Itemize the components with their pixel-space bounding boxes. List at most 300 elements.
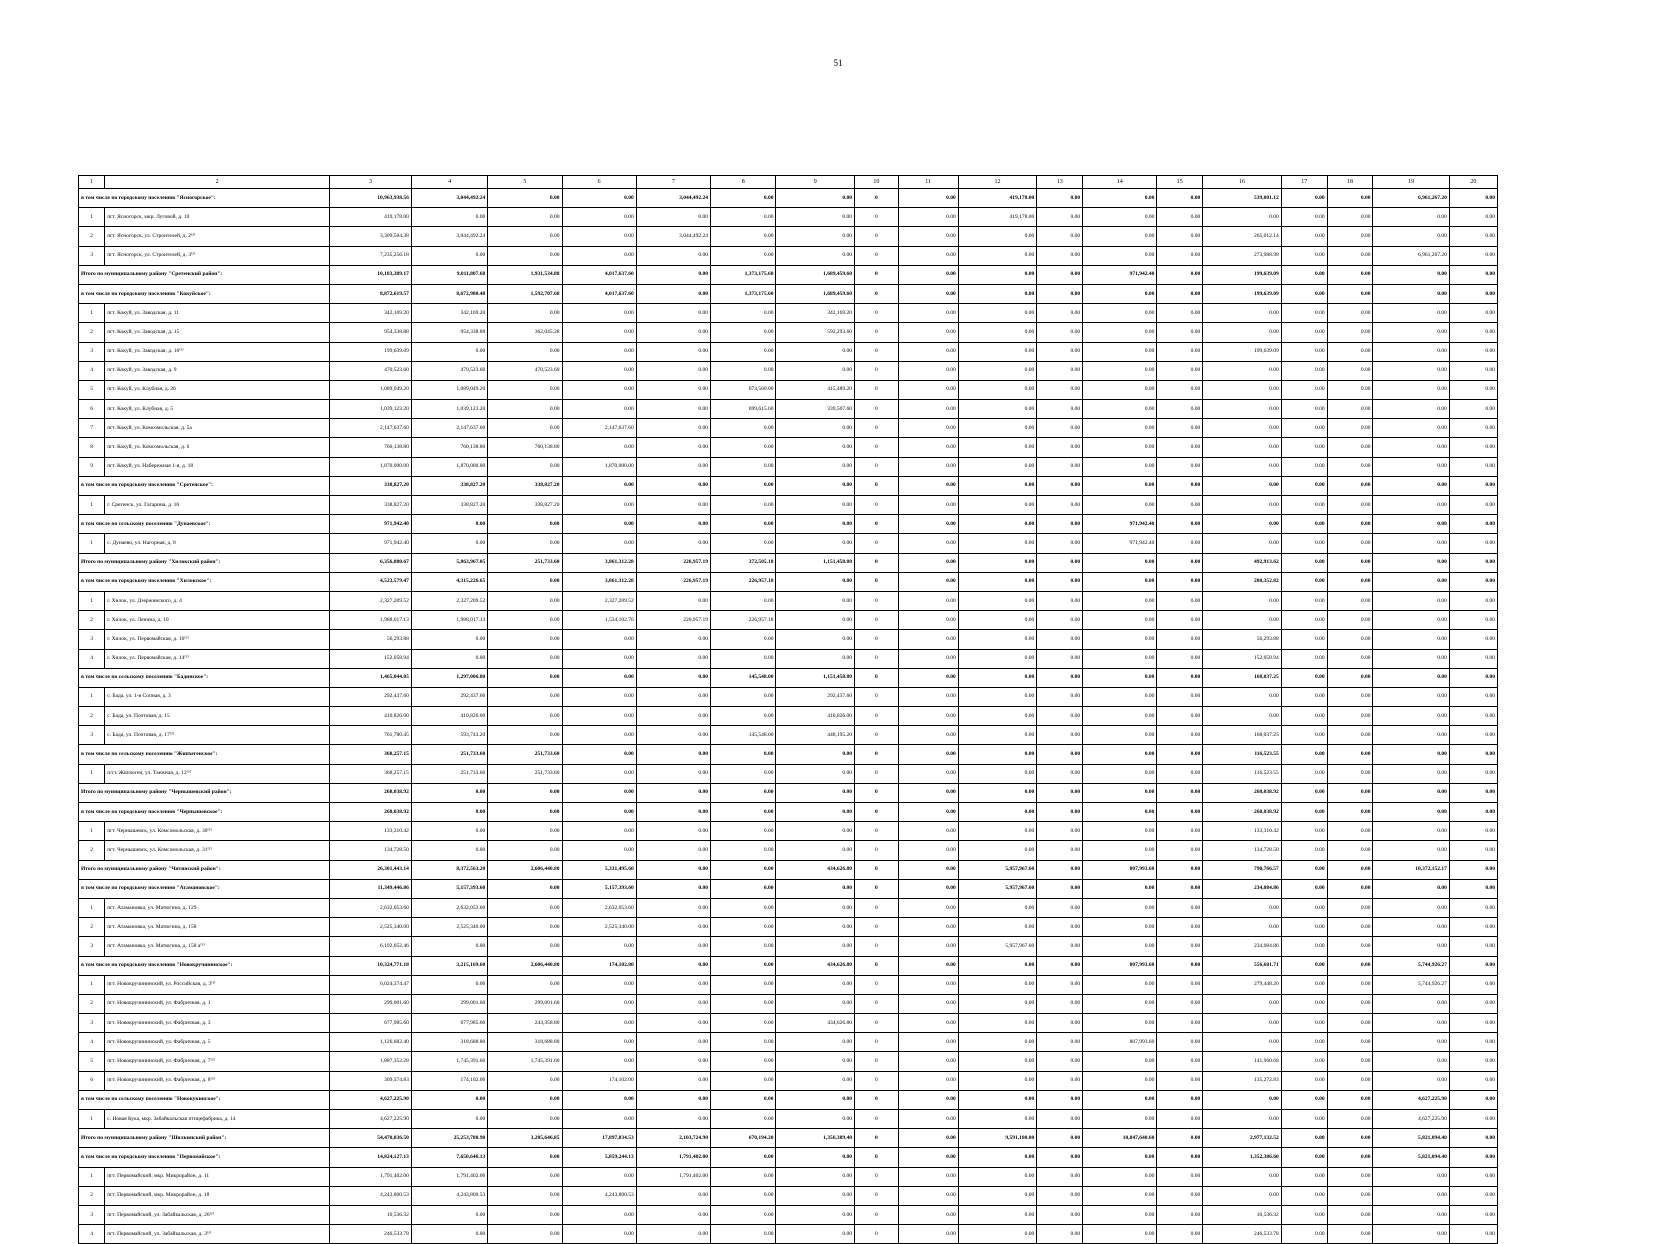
value-cell: 0.00 <box>958 476 1037 495</box>
value-cell: 0.00 <box>488 342 562 361</box>
value-cell: 0.00 <box>1327 1071 1373 1090</box>
value-cell: 5,957,967.60 <box>958 937 1037 956</box>
value-cell: 0.00 <box>1083 476 1157 495</box>
value-cell: 0.00 <box>1449 457 1497 476</box>
value-cell: 0.00 <box>636 745 710 764</box>
value-cell: 0.00 <box>1157 1090 1203 1109</box>
value-cell: 0.00 <box>1327 304 1373 323</box>
value-cell: 10,963,938.56 <box>330 189 412 208</box>
value-cell: 0.00 <box>1281 630 1327 649</box>
value-cell: 3,861,312.28 <box>562 553 636 572</box>
value-cell: 5,821,094.40 <box>1373 1148 1449 1167</box>
value-cell: 0.00 <box>1373 361 1449 380</box>
value-cell: 0.00 <box>1449 994 1497 1013</box>
value-cell: 0.00 <box>1083 1052 1157 1071</box>
value-cell: 0.00 <box>1449 1071 1497 1090</box>
value-cell: 0.00 <box>1327 611 1373 630</box>
value-cell: 0 <box>855 591 899 610</box>
value-cell: 0.00 <box>958 380 1037 399</box>
row-number-cell: 8 <box>79 438 105 457</box>
value-cell: 0.00 <box>1203 304 1282 323</box>
value-cell: 0.00 <box>898 476 958 495</box>
value-cell: 0.00 <box>1037 246 1083 265</box>
address-cell: пгт. Новокручининский, ул. Фабричная, д. 8⁽²⁾ <box>105 1071 330 1090</box>
value-cell: 0.00 <box>958 591 1037 610</box>
value-cell: 1,870,000.00 <box>411 457 487 476</box>
value-cell: 0.00 <box>898 1167 958 1186</box>
value-cell: 0.00 <box>958 323 1037 342</box>
row-number-cell: 2 <box>79 707 105 726</box>
value-cell: 0.00 <box>488 687 562 706</box>
address-cell: пгт. Первомайский, мкр. Микрорайон, д. 18 <box>105 1186 330 1205</box>
value-cell: 0.00 <box>1157 342 1203 361</box>
value-cell: 0.00 <box>710 1071 775 1090</box>
value-cell: 0.00 <box>898 591 958 610</box>
value-cell: 0.00 <box>1203 1090 1282 1109</box>
value-cell: 0.00 <box>636 994 710 1013</box>
value-cell: 1,689,459.60 <box>776 265 855 284</box>
value-cell: 807,993.60 <box>1083 956 1157 975</box>
value-cell: 0 <box>855 822 899 841</box>
value-cell: 265,012.14 <box>1203 227 1282 246</box>
value-cell: 0 <box>855 918 899 937</box>
value-cell: 0.00 <box>562 1014 636 1033</box>
value-cell: 292,437.60 <box>411 687 487 706</box>
value-cell: 0.00 <box>1449 1090 1497 1109</box>
value-cell: 0.00 <box>1083 726 1157 745</box>
column-number-cell: 9 <box>776 176 855 189</box>
value-cell: 0.00 <box>488 1186 562 1205</box>
value-cell: 0.00 <box>710 649 775 668</box>
table-row <box>79 361 1498 380</box>
value-cell: 0.00 <box>1327 284 1373 303</box>
value-cell: 0.00 <box>488 419 562 438</box>
value-cell: 0.00 <box>636 630 710 649</box>
value-cell: 0.00 <box>710 304 775 323</box>
table-row <box>79 304 1498 323</box>
value-cell: 0.00 <box>1281 1090 1327 1109</box>
value-cell: 0.00 <box>898 687 958 706</box>
value-cell: 0.00 <box>1083 994 1157 1013</box>
value-cell: 145,548.00 <box>710 668 775 687</box>
value-cell: 0.00 <box>958 994 1037 1013</box>
value-cell: 0.00 <box>898 707 958 726</box>
value-cell: 342,169.20 <box>776 304 855 323</box>
value-cell: 0.00 <box>562 189 636 208</box>
value-cell: 0.00 <box>1373 611 1449 630</box>
value-cell: 0 <box>855 419 899 438</box>
value-cell: 415,489.20 <box>776 380 855 399</box>
row-number-cell: 7 <box>79 419 105 438</box>
value-cell: 0.00 <box>488 515 562 534</box>
value-cell: 174,102.00 <box>411 1071 487 1090</box>
value-cell: 0.00 <box>710 189 775 208</box>
value-cell: 168,037.25 <box>1203 668 1282 687</box>
value-cell: 434,626.80 <box>776 860 855 879</box>
value-cell: 0.00 <box>1327 496 1373 515</box>
value-cell: 0 <box>855 1110 899 1129</box>
value-cell: 0.00 <box>898 457 958 476</box>
address-cell: с. Бада, ул. Почтовая, д. 17⁽²⁾ <box>105 726 330 745</box>
value-cell: 0.00 <box>1157 208 1203 227</box>
value-cell: 0.00 <box>1449 726 1497 745</box>
value-cell: 0.00 <box>1373 668 1449 687</box>
value-cell: 0.00 <box>1037 1148 1083 1167</box>
value-cell: 133,310.42 <box>1203 822 1282 841</box>
table-body <box>79 176 1498 1244</box>
value-cell: 0.00 <box>710 323 775 342</box>
value-cell: 0.00 <box>1327 898 1373 917</box>
address-cell: пгт. Кокуй, ул. Комсомольская, д. 6 <box>105 438 330 457</box>
value-cell: 0.00 <box>958 707 1037 726</box>
value-cell: 0.00 <box>710 1052 775 1071</box>
value-cell: 0.00 <box>776 1167 855 1186</box>
value-cell: 251,733.60 <box>488 745 562 764</box>
value-cell: 0.00 <box>636 457 710 476</box>
value-cell: 0.00 <box>1083 1225 1157 1244</box>
value-cell: 0.00 <box>1203 515 1282 534</box>
value-cell: 0.00 <box>1373 438 1449 457</box>
value-cell: 174,102.00 <box>562 1071 636 1090</box>
value-cell: 0.00 <box>1327 879 1373 898</box>
value-cell: 0.00 <box>1281 591 1327 610</box>
value-cell: 0.00 <box>1203 1033 1282 1052</box>
value-cell: 0.00 <box>488 304 562 323</box>
value-cell: 0 <box>855 1090 899 1109</box>
value-cell: 0.00 <box>562 937 636 956</box>
column-number-cell: 2 <box>105 176 330 189</box>
value-cell: 2,147,637.60 <box>411 419 487 438</box>
value-cell: 0 <box>855 764 899 783</box>
value-cell: 0.00 <box>636 898 710 917</box>
value-cell: 0.00 <box>1327 342 1373 361</box>
value-cell: 0.00 <box>898 208 958 227</box>
value-cell: 0.00 <box>1373 380 1449 399</box>
value-cell: 0.00 <box>1037 1014 1083 1033</box>
value-cell: 0.00 <box>1373 476 1449 495</box>
value-cell: 0.00 <box>1037 419 1083 438</box>
value-cell: 4,017,637.60 <box>562 284 636 303</box>
value-cell: 135,272.83 <box>1203 1071 1282 1090</box>
value-cell: 0 <box>855 572 899 591</box>
value-cell: 0.00 <box>1083 591 1157 610</box>
value-cell: 0.00 <box>1281 1014 1327 1033</box>
value-cell: 0 <box>855 1033 899 1052</box>
value-cell: 3,044,492.24 <box>636 189 710 208</box>
value-cell: 226,957.19 <box>636 553 710 572</box>
value-cell: 243,358.80 <box>488 1014 562 1033</box>
value-cell: 0.00 <box>1083 918 1157 937</box>
value-cell: 410,826.00 <box>776 707 855 726</box>
value-cell: 0.00 <box>1373 534 1449 553</box>
value-cell: 0.00 <box>898 745 958 764</box>
value-cell: 0.00 <box>1373 630 1449 649</box>
value-cell: 0.00 <box>958 1014 1037 1033</box>
value-cell: 0.00 <box>1157 860 1203 879</box>
value-cell: 0.00 <box>1203 918 1282 937</box>
value-cell: 0.00 <box>898 1071 958 1090</box>
value-cell: 0.00 <box>958 496 1037 515</box>
value-cell: 0.00 <box>958 1033 1037 1052</box>
value-cell: 0.00 <box>1449 419 1497 438</box>
value-cell: 0.00 <box>636 764 710 783</box>
value-cell: 0.00 <box>562 208 636 227</box>
value-cell: 0.00 <box>776 1148 855 1167</box>
value-cell: 0.00 <box>1281 937 1327 956</box>
value-cell: 0.00 <box>1203 419 1282 438</box>
column-number-cell: 15 <box>1157 176 1203 189</box>
value-cell: 0.00 <box>1157 841 1203 860</box>
value-cell: 0.00 <box>488 208 562 227</box>
value-cell: 0.00 <box>1037 572 1083 591</box>
value-cell: 0.00 <box>636 956 710 975</box>
value-cell: 0.00 <box>898 438 958 457</box>
value-cell: 0.00 <box>562 496 636 515</box>
value-cell: 0.00 <box>1083 1186 1157 1205</box>
value-cell: 0.00 <box>958 726 1037 745</box>
value-cell: 279,448.20 <box>1203 975 1282 994</box>
value-cell: 760,138.80 <box>488 438 562 457</box>
value-cell: 0.00 <box>1281 956 1327 975</box>
value-cell: 0 <box>855 937 899 956</box>
value-cell: 0.00 <box>562 975 636 994</box>
value-cell: 448,195.20 <box>776 726 855 745</box>
value-cell: 2,147,637.60 <box>562 419 636 438</box>
value-cell: 0.00 <box>710 227 775 246</box>
address-cell: пгт. Атамановка, ул. Матюгина, д. 158 а⁽²⁾ <box>105 937 330 956</box>
value-cell: 0.00 <box>776 764 855 783</box>
value-cell: 0.00 <box>1037 323 1083 342</box>
value-cell: 116,523.55 <box>1203 764 1282 783</box>
value-cell: 0.00 <box>636 400 710 419</box>
table-row <box>79 323 1498 342</box>
value-cell: 0.00 <box>710 438 775 457</box>
value-cell: 0.00 <box>1157 668 1203 687</box>
value-cell: 8,672,980.48 <box>411 284 487 303</box>
value-cell: 0.00 <box>710 1014 775 1033</box>
value-cell: 0.00 <box>1037 534 1083 553</box>
value-cell: 0.00 <box>1083 898 1157 917</box>
value-cell: 0.00 <box>1327 591 1373 610</box>
value-cell: 0.00 <box>636 323 710 342</box>
value-cell: 0.00 <box>776 879 855 898</box>
value-cell: 0.00 <box>488 457 562 476</box>
value-cell: 0 <box>855 898 899 917</box>
column-number-cell: 16 <box>1203 176 1282 189</box>
address-cell: пгт. Атамановка, ул. Матюгина, д. 129 <box>105 898 330 917</box>
value-cell: 0.00 <box>710 1090 775 1109</box>
value-cell: 0.00 <box>1083 822 1157 841</box>
value-cell: 251,733.60 <box>411 764 487 783</box>
value-cell: 0.00 <box>1281 189 1327 208</box>
value-cell: 0.00 <box>1157 1167 1203 1186</box>
value-cell: 0.00 <box>958 1071 1037 1090</box>
value-cell: 0.00 <box>488 822 562 841</box>
group-total-row <box>79 783 1498 802</box>
value-cell: 0.00 <box>1373 937 1449 956</box>
value-cell: 0.00 <box>1083 1110 1157 1129</box>
value-cell: 0.00 <box>1327 1033 1373 1052</box>
value-cell: 0.00 <box>1373 822 1449 841</box>
value-cell: 0.00 <box>710 630 775 649</box>
value-cell: 0.00 <box>636 591 710 610</box>
row-number-cell: 2 <box>79 841 105 860</box>
value-cell: 0.00 <box>1157 496 1203 515</box>
page-number: 51 <box>833 58 843 68</box>
value-cell: 0.00 <box>488 591 562 610</box>
value-cell: 0.00 <box>1083 937 1157 956</box>
value-cell: 0.00 <box>1281 1148 1327 1167</box>
row-number-cell: 2 <box>79 1186 105 1205</box>
table-row <box>79 342 1498 361</box>
value-cell: 5,157,393.60 <box>562 879 636 898</box>
value-cell: 5,957,967.60 <box>958 879 1037 898</box>
value-cell: 368,257.15 <box>330 745 412 764</box>
value-cell: 0.00 <box>1281 361 1327 380</box>
value-cell: 5,863,967.05 <box>411 553 487 572</box>
value-cell: 0.00 <box>1373 764 1449 783</box>
value-cell: 0.00 <box>488 1071 562 1090</box>
value-cell: 0 <box>855 687 899 706</box>
value-cell: 0 <box>855 994 899 1013</box>
value-cell: 0.00 <box>1327 515 1373 534</box>
value-cell: 0.00 <box>776 630 855 649</box>
value-cell: 0.00 <box>898 189 958 208</box>
column-number-cell: 8 <box>710 176 775 189</box>
address-cell: г. Хилок, ул. Первомайская, д. 14⁽²⁾ <box>105 649 330 668</box>
column-number-cell: 20 <box>1449 176 1497 189</box>
value-cell: 0.00 <box>1373 841 1449 860</box>
group-total-row <box>79 1090 1498 1109</box>
value-cell: 0.00 <box>1157 1110 1203 1129</box>
value-cell: 0 <box>855 246 899 265</box>
column-number-cell: 17 <box>1281 176 1327 189</box>
value-cell: 0.00 <box>1281 783 1327 802</box>
value-cell: 0.00 <box>958 246 1037 265</box>
value-cell: 0.00 <box>1083 284 1157 303</box>
value-cell: 0.00 <box>776 745 855 764</box>
value-cell: 0.00 <box>1037 591 1083 610</box>
value-cell: 0.00 <box>1037 745 1083 764</box>
value-cell: 0 <box>855 879 899 898</box>
value-cell: 0.00 <box>1327 1167 1373 1186</box>
value-cell: 0.00 <box>710 1186 775 1205</box>
group-total-row <box>79 189 1498 208</box>
value-cell: 0.00 <box>1281 284 1327 303</box>
value-cell: 0.00 <box>636 687 710 706</box>
value-cell: 0.00 <box>958 975 1037 994</box>
value-cell: 9,011,807.68 <box>411 265 487 284</box>
value-cell: 0.00 <box>488 611 562 630</box>
value-cell: 0.00 <box>562 476 636 495</box>
value-cell: 2,632,053.60 <box>562 898 636 917</box>
value-cell: 677,985.60 <box>330 1014 412 1033</box>
value-cell: 0.00 <box>562 361 636 380</box>
value-cell: 0.00 <box>1281 1129 1327 1148</box>
value-cell: 0.00 <box>1157 1052 1203 1071</box>
value-cell: 0.00 <box>488 1148 562 1167</box>
value-cell: 0.00 <box>898 803 958 822</box>
value-cell: 0.00 <box>1281 1205 1327 1224</box>
value-cell: 807,993.60 <box>1083 860 1157 879</box>
value-cell: 0.00 <box>1327 841 1373 860</box>
value-cell: 807,993.60 <box>1083 1033 1157 1052</box>
value-cell: 10,183,389.17 <box>330 265 412 284</box>
column-number-cell: 7 <box>636 176 710 189</box>
value-cell: 0.00 <box>562 649 636 668</box>
value-cell: 0.00 <box>1037 630 1083 649</box>
value-cell: 1,988,017.13 <box>411 611 487 630</box>
value-cell: 251,733.60 <box>411 745 487 764</box>
value-cell: 790,766.57 <box>1203 860 1282 879</box>
value-cell: 0.00 <box>1157 1129 1203 1148</box>
value-cell: 0.00 <box>488 380 562 399</box>
value-cell: 0.00 <box>562 246 636 265</box>
value-cell: 0 <box>855 707 899 726</box>
value-cell: 208,352.82 <box>1203 572 1282 591</box>
group-total-row <box>79 515 1498 534</box>
value-cell: 0.00 <box>636 803 710 822</box>
value-cell: 0.00 <box>1281 438 1327 457</box>
value-cell: 199,639.09 <box>330 342 412 361</box>
value-cell: 0.00 <box>488 1225 562 1244</box>
value-cell: 0.00 <box>1037 649 1083 668</box>
table-row <box>79 841 1498 860</box>
value-cell: 0 <box>855 515 899 534</box>
value-cell: 0.00 <box>636 783 710 802</box>
value-cell: 0.00 <box>636 265 710 284</box>
value-cell: 0.00 <box>562 342 636 361</box>
value-cell: 0.00 <box>898 649 958 668</box>
value-cell: 0 <box>855 841 899 860</box>
value-cell: 0.00 <box>1373 898 1449 917</box>
value-cell: 0.00 <box>636 304 710 323</box>
address-cell: пгт. Новокручининский, ул. Фабричная, д. 7⁽²⁾ <box>105 1052 330 1071</box>
value-cell: 593,743.20 <box>411 726 487 745</box>
value-cell: 5,331,495.60 <box>562 860 636 879</box>
value-cell: 4,627,225.90 <box>330 1110 412 1129</box>
address-cell: с. Новая Кука, мкр. Забайкальская птицефабрика, д. 14 <box>105 1110 330 1129</box>
value-cell: 0.00 <box>1157 553 1203 572</box>
value-cell: 0.00 <box>1157 687 1203 706</box>
value-cell: 0.00 <box>776 1205 855 1224</box>
value-cell: 226,957.19 <box>636 572 710 591</box>
value-cell: 0.00 <box>1449 1148 1497 1167</box>
value-cell: 0.00 <box>1327 687 1373 706</box>
value-cell: 0.00 <box>1327 534 1373 553</box>
value-cell: 0 <box>855 323 899 342</box>
address-cell: пгт. Ясногорск, ул. Строителей, д. 2⁽²⁾ <box>105 227 330 246</box>
value-cell: 199,639.09 <box>1203 284 1282 303</box>
value-cell: 0.00 <box>1157 419 1203 438</box>
value-cell: 2,525,340.00 <box>411 918 487 937</box>
value-cell: 0.00 <box>411 1205 487 1224</box>
value-cell: 0.00 <box>958 457 1037 476</box>
value-cell: 56,293.88 <box>1203 630 1282 649</box>
value-cell: 6,356,880.67 <box>330 553 412 572</box>
table-row <box>79 611 1498 630</box>
value-cell: 0.00 <box>898 975 958 994</box>
table-row <box>79 726 1498 745</box>
value-cell: 2,525,340.00 <box>562 918 636 937</box>
value-cell: 0.00 <box>1083 879 1157 898</box>
value-cell: 0.00 <box>1203 611 1282 630</box>
value-cell: 0.00 <box>1327 457 1373 476</box>
column-number-cell: 10 <box>855 176 899 189</box>
value-cell: 0 <box>855 457 899 476</box>
value-cell: 0.00 <box>1203 1167 1282 1186</box>
value-cell: 0.00 <box>1373 1052 1449 1071</box>
